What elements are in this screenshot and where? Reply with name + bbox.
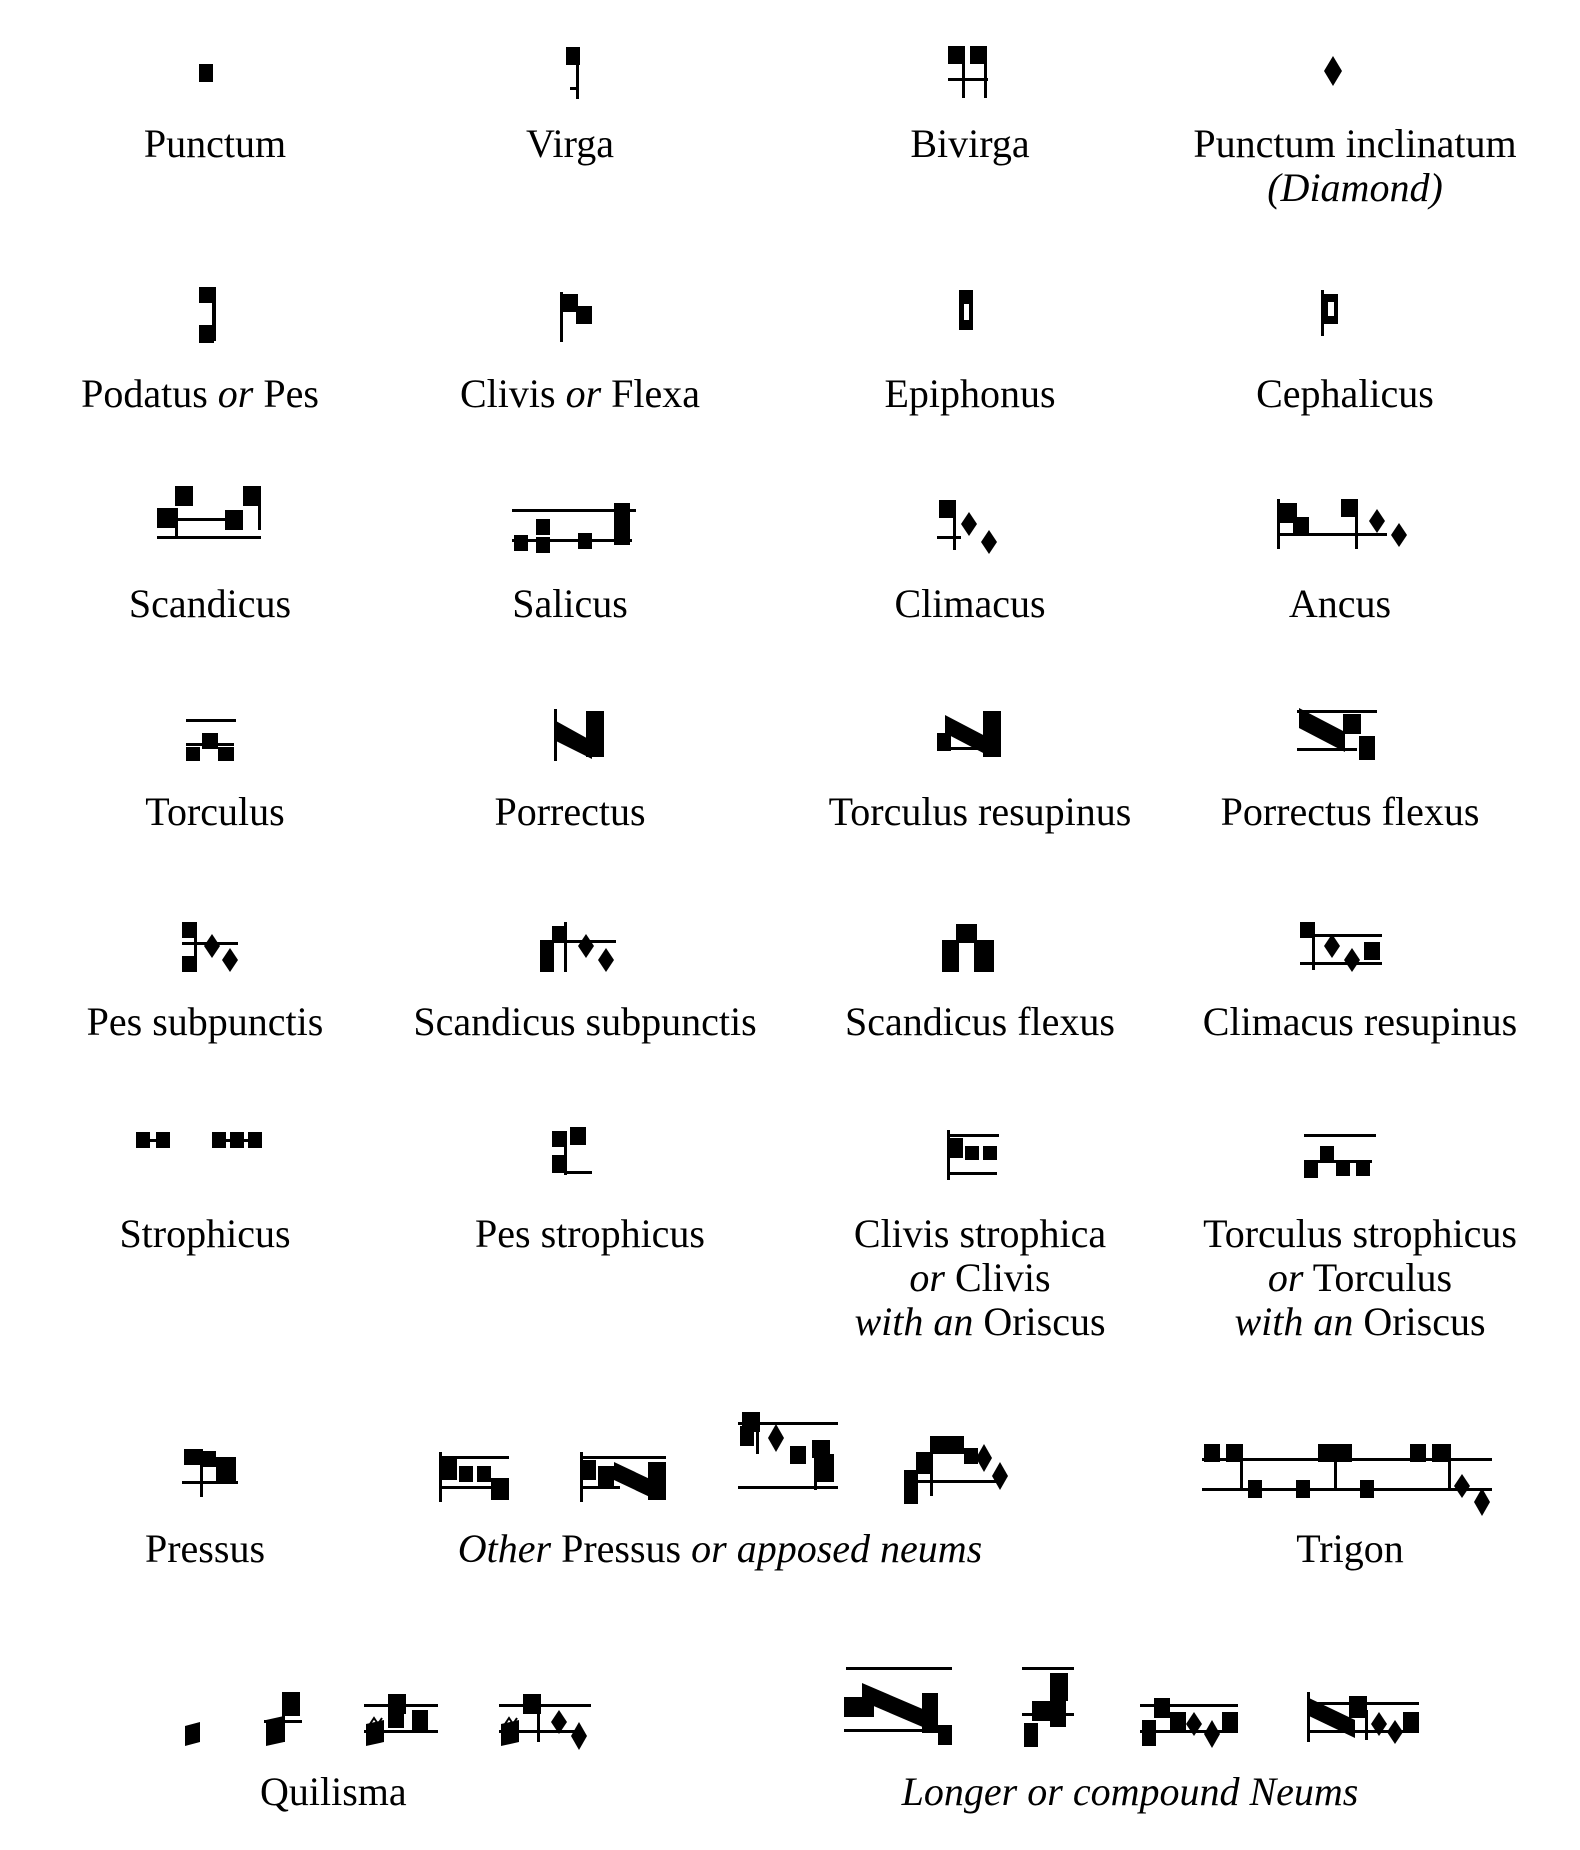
pes-subpunctis-glyph — [180, 920, 245, 976]
torculus-strophicus-glyph — [1300, 1130, 1380, 1184]
climacus-glyph — [935, 496, 1005, 556]
compound-neum-1-glyph — [842, 1665, 954, 1749]
label-quilisma: Quilisma — [260, 1769, 407, 1814]
label-salicus: Salicus — [512, 581, 628, 626]
label-podatus — [40, 372, 360, 416]
cephalicus-glyph — [1318, 288, 1348, 340]
label-compound-neums — [830, 1770, 1430, 1814]
climacus-resupinus-glyph — [1298, 920, 1388, 974]
label-torculus-resupinus: Torculus resupinus — [828, 789, 1132, 834]
label-porrectus: Porrectus — [494, 789, 646, 834]
trigon-glyph — [1200, 1440, 1500, 1520]
label-trigon: Trigon — [1296, 1526, 1404, 1571]
torculus-resupinus-glyph — [935, 707, 1005, 763]
label-clivis-oriscus: Oriscus — [983, 1299, 1106, 1344]
label-cephalicus: Cephalicus — [1256, 371, 1434, 416]
label-compound-or: or — [1027, 1769, 1063, 1814]
label-scandicus-flexus: Scandicus flexus — [845, 999, 1115, 1044]
scandicus-glyph — [155, 480, 265, 550]
label-punctum: Punctum — [143, 121, 287, 166]
quilisma-4-glyph — [497, 1690, 597, 1754]
diamond-glyph — [1320, 54, 1346, 90]
label-diamond: (Diamond) — [1267, 165, 1443, 210]
label-clivis-strophica-line1: Clivis strophica — [853, 1211, 1107, 1256]
label-longer: Longer — [901, 1769, 1018, 1814]
label-podatus-main: Podatus — [81, 371, 208, 416]
torculus-glyph — [182, 715, 242, 765]
label-scandicus-subpunctis: Scandicus subpunctis — [413, 999, 757, 1044]
clivis-strophica-glyph — [945, 1128, 1005, 1184]
virga-glyph — [560, 45, 590, 105]
label-torculus-strophicus-line2 — [1165, 1256, 1555, 1300]
label-strophicus: Strophicus — [119, 1211, 291, 1256]
label-pes-subpunctis: Pes subpunctis — [86, 999, 324, 1044]
clivis-glyph — [558, 290, 598, 346]
label-bivirga: Bivirga — [910, 121, 1030, 166]
label-apposed: apposed neums — [736, 1526, 983, 1571]
label-virga: Virga — [526, 121, 614, 166]
label-pressus-apposed: Pressus — [561, 1526, 682, 1571]
label-torculus-strophicus-or: or — [1267, 1255, 1304, 1300]
label-pes-strophicus: Pes strophicus — [475, 1211, 705, 1256]
label-torculus-alt: Torculus — [1312, 1255, 1453, 1300]
label-pes: Pes — [263, 371, 319, 416]
label-torculus-strophicus — [1165, 1212, 1555, 1344]
punctum-glyph — [195, 58, 219, 88]
label-clivis-strophica-or: or — [909, 1255, 945, 1300]
ancus-glyph — [1275, 495, 1415, 555]
pes-strophicus-glyph — [550, 1125, 596, 1181]
label-climacus: Climacus — [894, 581, 1046, 626]
label-apposed-neums — [390, 1527, 1050, 1571]
label-ancus: Ancus — [1288, 581, 1392, 626]
porrectus-glyph — [552, 707, 608, 763]
label-punctum-inclinatum — [1155, 122, 1555, 210]
apposed-neum-3-glyph — [736, 1410, 842, 1506]
label-flexa: Flexa — [611, 371, 701, 416]
label-pressus: Pressus — [144, 1526, 266, 1571]
compound-neum-2-glyph — [1020, 1665, 1080, 1749]
label-compound: compound Neums — [1072, 1769, 1359, 1814]
pressus-glyph — [180, 1445, 242, 1501]
quilisma-2-glyph — [262, 1690, 308, 1752]
label-clivis-alt: Clivis — [954, 1255, 1051, 1300]
apposed-neum-2-glyph — [578, 1450, 674, 1506]
scandicus-flexus-glyph — [940, 918, 1002, 976]
compound-neum-3-glyph — [1138, 1690, 1242, 1754]
label-torculus-oriscus: Oriscus — [1363, 1299, 1486, 1344]
label-climacus-resupinus: Climacus resupinus — [1202, 999, 1518, 1044]
salicus-glyph — [510, 495, 640, 559]
label-apposed-or: or — [691, 1526, 727, 1571]
label-clivis-strophica — [815, 1212, 1145, 1344]
label-clivis-strophica-line3 — [815, 1300, 1145, 1344]
apposed-neum-4-glyph — [900, 1430, 1010, 1506]
apposed-neum-1-glyph — [437, 1450, 517, 1506]
label-torculus: Torculus — [145, 789, 285, 834]
label-epiphonus: Epiphonus — [884, 371, 1056, 416]
label-other: Other — [457, 1526, 552, 1571]
label-scandicus: Scandicus — [128, 581, 292, 626]
label-porrectus-flexus: Porrectus flexus — [1220, 789, 1480, 834]
bivirga-glyph — [945, 44, 997, 104]
label-punctum-inclinatum-line1: Punctum inclinatum — [1193, 121, 1517, 166]
label-clivis-strophica-line2 — [815, 1256, 1145, 1300]
compound-neum-4-glyph — [1305, 1690, 1425, 1754]
quilisma-3-glyph — [362, 1690, 442, 1750]
label-torculus-strophicus-line1: Torculus strophicus — [1203, 1211, 1517, 1256]
label-clivis — [425, 372, 735, 416]
label-podatus-or: or — [217, 371, 254, 416]
label-torculus-with-an: with an — [1234, 1299, 1354, 1344]
label-clivis-main: Clivis — [459, 371, 556, 416]
podatus-glyph — [195, 285, 225, 349]
epiphonus-glyph — [955, 288, 981, 336]
label-clivis-or: or — [565, 371, 602, 416]
label-torculus-strophicus-line3 — [1165, 1300, 1555, 1344]
scandicus-subpunctis-glyph — [538, 920, 620, 976]
quilisma-1-glyph — [182, 1720, 204, 1750]
strophicus-glyph — [132, 1130, 282, 1154]
label-clivis-with-an: with an — [854, 1299, 974, 1344]
porrectus-flexus-glyph — [1295, 702, 1385, 768]
